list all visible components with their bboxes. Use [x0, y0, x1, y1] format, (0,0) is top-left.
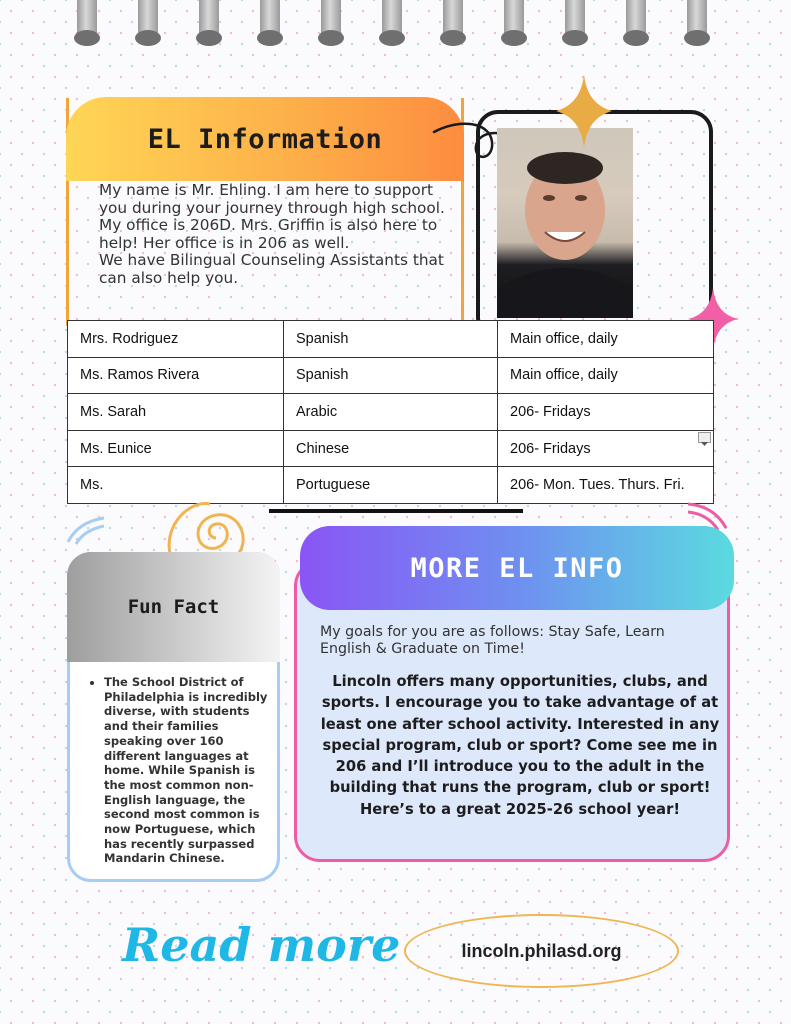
table-row — [68, 394, 714, 431]
fun-fact-title: Fun Fact — [67, 552, 280, 662]
website-link[interactable] — [404, 914, 679, 988]
assistant-name: Mrs. Rodriguez — [68, 321, 284, 358]
binding-ring — [565, 0, 585, 46]
el-info-title: EL Information — [66, 97, 464, 181]
fun-fact-text: • The School District of Philadelphia is incredibly diverse, with students and their families speaking over 160 different languages at home. While Spanish is the most common non-English language, the second most common is now Portuguese, which has recently surpassed Mandarin Chinese. — [104, 675, 276, 866]
el-info-assistants-note: We have Bilingual Counseling Assistants that can also help you. — [99, 251, 444, 287]
more-info-body: Lincoln offers many opportunities, clubs, and sports. I encourage you to take advantage of at least one after school activity. Interested in any special program, club or sport? Come see me in 206 and I’ll introduce you to the adult in the building that runs the program, club or sport! Here’s to a great 2025-26 school year! — [320, 673, 720, 818]
assistant-location: 206- Fridays — [498, 394, 714, 431]
table-row — [68, 357, 714, 394]
binding-ring — [626, 0, 646, 46]
assistant-name: Ms. Ramos Rivera — [68, 357, 284, 394]
binding-ring — [382, 0, 402, 46]
assistant-language: Chinese — [284, 430, 498, 467]
assistant-name: Ms. — [68, 467, 284, 504]
orange-swirl-icon — [160, 494, 272, 560]
assistant-location: Main office, daily — [498, 357, 714, 394]
assistant-language: Portuguese — [284, 467, 498, 504]
chevron-down-icon — [699, 439, 710, 448]
teacher-photo — [497, 128, 633, 318]
read-more-heading: Read more — [122, 918, 401, 972]
fun-fact-list — [88, 675, 276, 866]
table-row — [68, 321, 714, 358]
assistant-location: 206- Mon. Tues. Thurs. Fri. — [498, 467, 714, 504]
portrait-illustration — [497, 128, 633, 318]
gold-sparkle-icon — [556, 74, 612, 148]
blue-motion-lines-icon — [64, 514, 110, 546]
binding-ring — [443, 0, 463, 46]
assistant-name: Ms. Sarah — [68, 394, 284, 431]
binding-ring — [77, 0, 97, 46]
more-info-title: MORE EL INFO — [300, 526, 734, 610]
assistant-language: Arabic — [284, 394, 498, 431]
goals-text: My goals for you are as follows: Stay Safe, Learn English & Graduate on Time! — [320, 624, 665, 657]
assistant-language: Spanish — [284, 357, 498, 394]
assistant-location: 206- Fridays — [498, 430, 714, 467]
assistant-language: Spanish — [284, 321, 498, 358]
assistants-table — [67, 320, 714, 504]
binding-ring — [260, 0, 280, 46]
binding-ring — [504, 0, 524, 46]
assistant-location: Main office, daily — [498, 321, 714, 358]
website-url[interactable]: lincoln.philasd.org — [461, 940, 622, 961]
divider-line — [269, 509, 523, 513]
binding-ring — [687, 0, 707, 46]
binding-ring — [321, 0, 341, 46]
binding-ring — [199, 0, 219, 46]
table-row — [68, 430, 714, 467]
assistant-name: Ms. Eunice — [68, 430, 284, 467]
dropdown-toggle-button[interactable] — [698, 432, 711, 443]
el-info-body — [99, 182, 449, 287]
el-info-intro: My name is Mr. Ehling. I am here to support you during your journey through high school. My office is 206D. Mrs. Griffin is also here to help! Her office is in 206 as well. — [99, 181, 445, 252]
binding-ring — [138, 0, 158, 46]
